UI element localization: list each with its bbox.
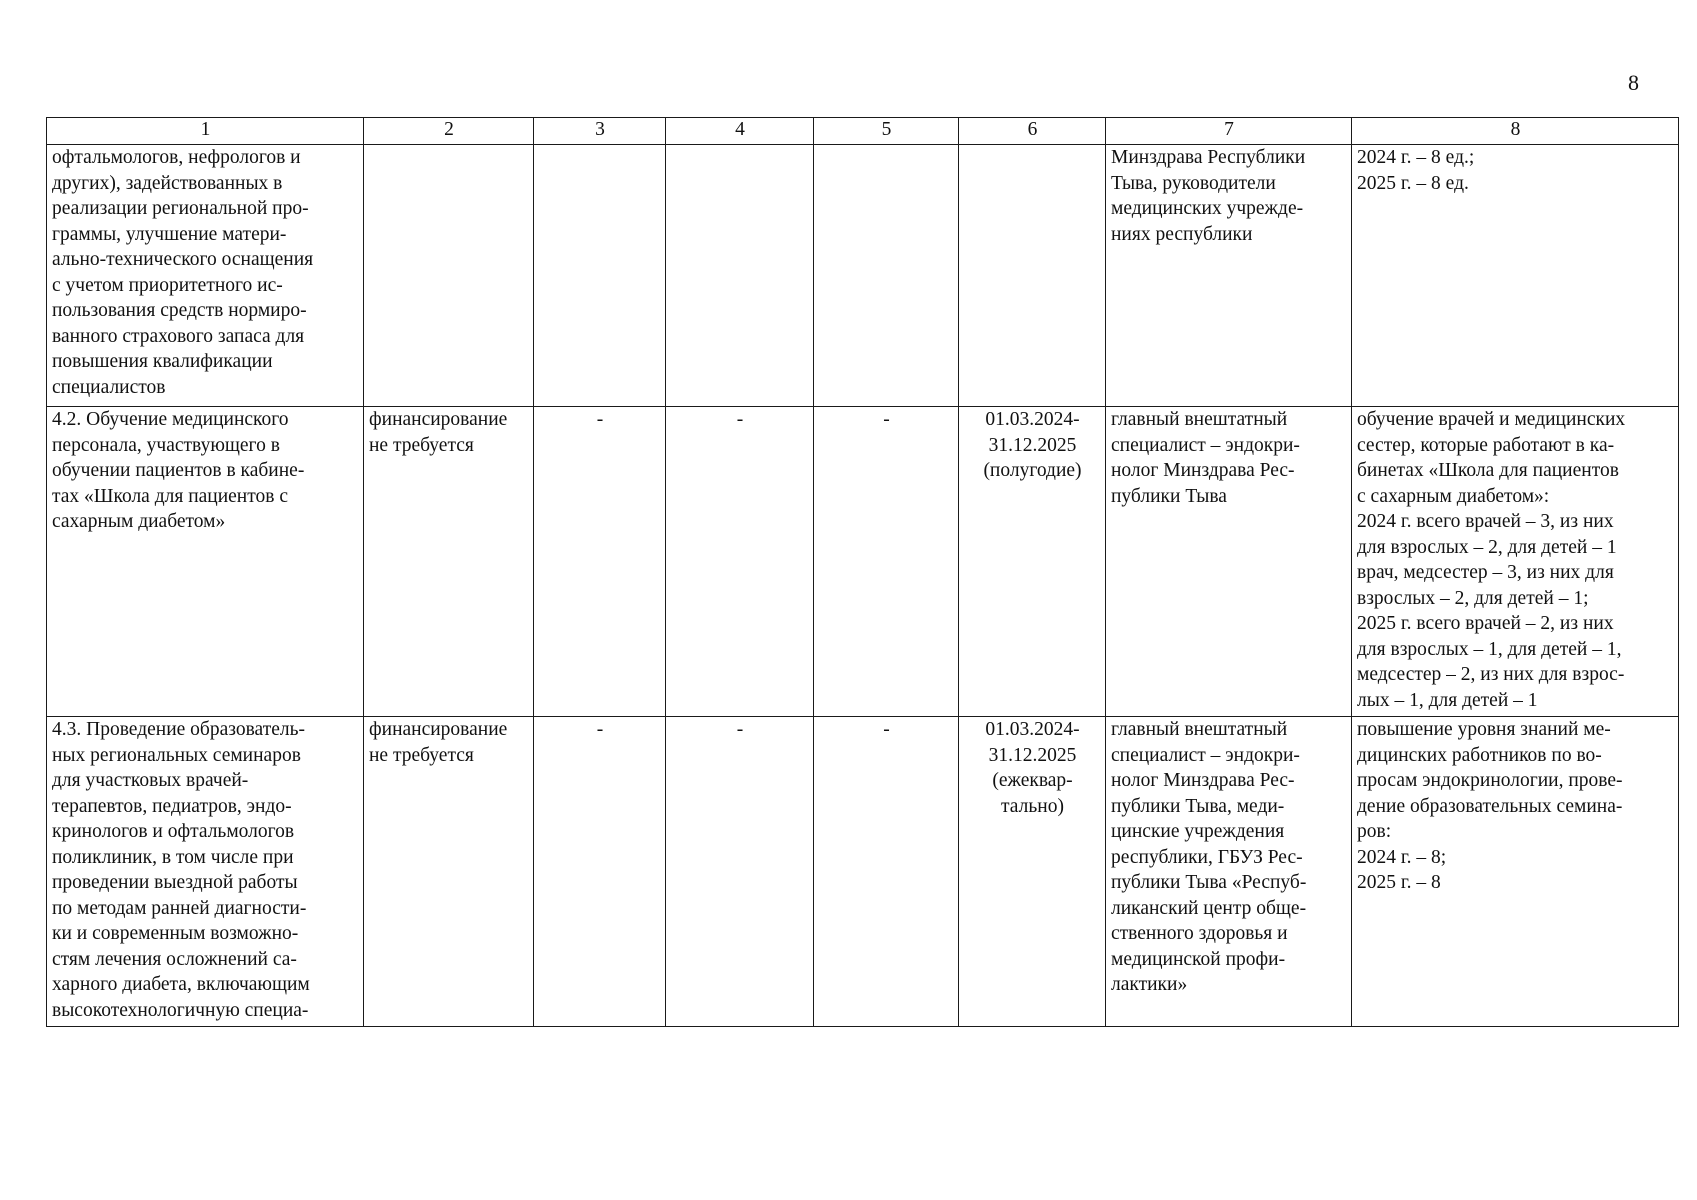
column-header-3: 3	[534, 118, 666, 145]
column-header-4: 4	[666, 118, 814, 145]
activities-table	[46, 117, 1679, 1027]
column-header-1: 1	[47, 118, 364, 145]
page-number: 8	[1628, 70, 1639, 95]
cell-period: 01.03.2024- 31.12.2025 (ежеквар- тально)	[959, 717, 1106, 1027]
cell-responsible: главный внештатный специалист – эндокри- нолог Минздрава Рес- публики Тыва, меди- цинские учреждения республики, ГБУЗ Рес- публики Тыва «Респуб- ликанский центр обще- ственного здоровья и медицинской профи- лактики»	[1106, 717, 1352, 1027]
cell-result: повышение уровня знаний ме- дицинских работников по во- просам эндокринологии, прове- дение образовательных семина- ров: 2024 г. – 8; 2025 г. – 8	[1352, 717, 1679, 1027]
cell-responsible: главный внештатный специалист – эндокри- нолог Минздрава Рес- публики Тыва	[1106, 407, 1352, 717]
column-header-8: 8	[1352, 118, 1679, 145]
cell-responsible: Минздрава Республики Тыва, руководители медицинских учрежде- ниях республики	[1106, 145, 1352, 407]
cell-period	[959, 145, 1106, 407]
cell-activity: офтальмологов, нефрологов и других), задействованных в реализации региональной про- граммы, улучшение матери- ально-технического оснащения с учетом приоритетного ис- пользования средств нормиро- ванного страхового запаса для повышения квалификации специалистов	[47, 145, 364, 407]
cell-col5: -	[814, 407, 959, 717]
column-header-2: 2	[364, 118, 534, 145]
cell-col4	[666, 145, 814, 407]
cell-funding	[364, 145, 534, 407]
cell-col5	[814, 145, 959, 407]
table-row	[47, 145, 1679, 407]
table-row	[47, 717, 1679, 1027]
column-header-6: 6	[959, 118, 1106, 145]
column-header-7: 7	[1106, 118, 1352, 145]
cell-col3: -	[534, 407, 666, 717]
cell-period: 01.03.2024- 31.12.2025 (полугодие)	[959, 407, 1106, 717]
cell-result: 2024 г. – 8 ед.; 2025 г. – 8 ед.	[1352, 145, 1679, 407]
cell-col4: -	[666, 407, 814, 717]
cell-funding: финансирование не требуется	[364, 407, 534, 717]
table-row	[47, 407, 1679, 717]
column-header-5: 5	[814, 118, 959, 145]
cell-activity: 4.3. Проведение образователь- ных региональных семинаров для участковых врачей- терапевтов, педиатров, эндо- кринологов и офтальмологов поликлиник, в том числе при проведении выездной работы по методам ранней диагности- ки и современным возможно- стям лечения осложнений са- харного диабета, включающим высокотехнологичную специа-	[47, 717, 364, 1027]
cell-result: обучение врачей и медицинских сестер, которые работают в ка- бинетах «Школа для пациентов с сахарным диабетом»: 2024 г. всего врачей – 3, из них для взрослых – 2, для детей – 1 врач, медсестер – 3, из них для взрослых – 2, для детей – 1; 2025 г. всего врачей – 2, из них для взрослых – 1, для детей – 1, медсестер – 2, из них для взрос- лых – 1, для детей – 1	[1352, 407, 1679, 717]
cell-activity: 4.2. Обучение медицинского персонала, участвующего в обучении пациентов в кабине- тах «Школа для пациентов с сахарным диабетом»	[47, 407, 364, 717]
cell-col3	[534, 145, 666, 407]
cell-col4: -	[666, 717, 814, 1027]
cell-col5: -	[814, 717, 959, 1027]
header-row	[47, 118, 1679, 145]
cell-col3: -	[534, 717, 666, 1027]
cell-funding: финансирование не требуется	[364, 717, 534, 1027]
